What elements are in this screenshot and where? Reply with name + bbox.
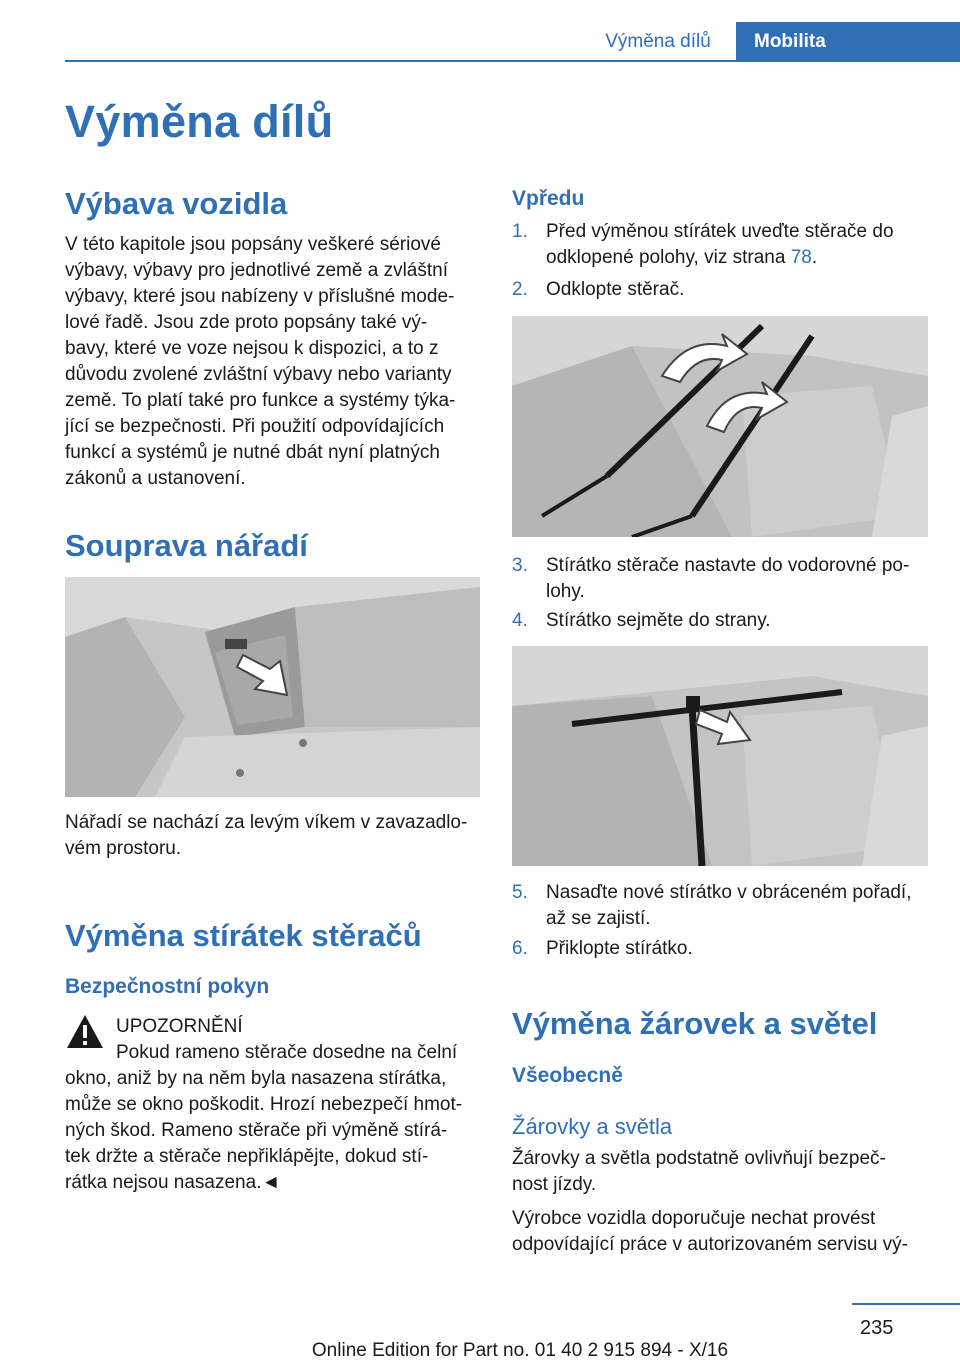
- step-number: 1.: [512, 221, 528, 242]
- warning-line: rátka nejsou nasazena.◄: [65, 1172, 281, 1193]
- step1-line2-post: .: [811, 247, 818, 268]
- equipment-line: důvodu zvolené zvláštní výbavy nebo varianty: [65, 364, 452, 385]
- equipment-line: bavy, které ve voze nejsou k dispozici, a to z: [65, 338, 439, 359]
- equipment-line: zákonů a ustanovení.: [65, 468, 246, 489]
- warning-line: může se okno poškodit. Hrozí nebezpečí hmot-: [65, 1094, 463, 1115]
- toolkit-paragraph: [65, 810, 485, 862]
- equipment-line: země. To platí také pro funkce a systémy týka-: [65, 390, 456, 411]
- toolkit-line: Nářadí se nachází za levým víkem v zavazadlo-: [65, 812, 468, 833]
- bulbs-heading: Výměna žárovek a světel: [512, 1006, 878, 1041]
- bulbs-line: odpovídající práce v autorizovaném servisu vý-: [512, 1234, 909, 1255]
- step-number: 3.: [512, 555, 528, 576]
- safety-heading: Bezpečnostní pokyn: [65, 975, 270, 998]
- step-2: [512, 277, 932, 303]
- bulbs-paragraph-2: [512, 1206, 942, 1258]
- toolkit-heading: Souprava nářadí: [65, 528, 308, 563]
- toolkit-line: vém prostoru.: [65, 838, 182, 859]
- step-6: [512, 936, 932, 962]
- step-text: Stírátko sejměte do strany.: [546, 610, 771, 631]
- step-text: [546, 553, 932, 605]
- step-number: 5.: [512, 882, 528, 903]
- equipment-line: funkcí a systémů je nutné dbát nyní platných: [65, 442, 440, 463]
- bulbs-line: Žárovky a světla podstatně ovlivňují bezpeč-: [512, 1148, 886, 1169]
- equipment-line: V této kapitole jsou popsány veškeré sériové: [65, 234, 441, 255]
- step1-line2-pre: odklopené polohy, viz strana: [546, 247, 791, 268]
- step3-line1: Stírátko stěrače nastavte do vodorovné po-: [546, 555, 910, 576]
- equipment-line: lové řadě. Jsou zde proto popsány také vý-: [65, 312, 428, 333]
- header-rule: [65, 60, 960, 62]
- wipers-heading: Výměna stírátek stěračů: [65, 918, 422, 953]
- page-title: Výměna dílů: [65, 96, 334, 147]
- warning-title: UPOZORNĚNÍ: [116, 1016, 243, 1037]
- step-text: [546, 219, 932, 271]
- header-section-tab: Výměna dílů: [605, 31, 711, 52]
- step-text: [546, 880, 932, 932]
- equipment-line: jící se bezpečnosti. Při použití odpovídajících: [65, 416, 445, 437]
- warning-line: ných škod. Rameno stěrače při výměně stírá-: [65, 1120, 448, 1141]
- step3-line2: lohy.: [546, 581, 585, 602]
- warning-line: okno, aniž by na něm byla nasazena stírátka,: [65, 1068, 447, 1089]
- step1-line1: Před výměnou stírátek uveďte stěrače do: [546, 221, 894, 242]
- edition-footer: Online Edition for Part no. 01 40 2 915 894 - X/16: [311, 1340, 729, 1361]
- bulbs-line: nost jízdy.: [512, 1174, 597, 1195]
- equipment-line: výbavy, které jsou nabízeny v příslušné mode-: [65, 286, 455, 307]
- step-number: 6.: [512, 938, 528, 959]
- bulbs-subheading: Žárovky a světla: [512, 1114, 673, 1139]
- step5-line2: až se zajistí.: [546, 908, 651, 929]
- page-reference-link[interactable]: 78: [790, 247, 812, 268]
- step-text: Odklopte stěrač.: [546, 279, 685, 300]
- general-heading: Všeobecně: [512, 1064, 623, 1087]
- warning-triangle-icon: [65, 1012, 105, 1052]
- header-chapter-tab: Mobilita: [736, 22, 960, 62]
- equipment-heading: Výbava vozidla: [65, 186, 288, 221]
- front-heading: Vpředu: [512, 187, 585, 210]
- warning-text: [65, 1066, 485, 1196]
- warning-line: Pokud rameno stěrače dosedne na čelní: [116, 1042, 458, 1063]
- wiper-remove-blade-photo: [512, 646, 928, 866]
- step5-line1: Nasaďte nové stírátko v obráceném pořadí,: [546, 882, 912, 903]
- warning-line: tek držte a stěrače nepřiklápějte, dokud stí-: [65, 1146, 429, 1167]
- wiper-fold-out-photo: [512, 316, 928, 537]
- equipment-paragraph: [65, 232, 485, 492]
- step-number: 2.: [512, 279, 528, 300]
- step-1: [512, 219, 932, 271]
- step-3: [512, 553, 932, 605]
- step-5: [512, 880, 932, 932]
- footer-rule: [852, 1303, 960, 1305]
- bulbs-paragraph-1: [512, 1146, 942, 1198]
- step-4: [512, 608, 932, 634]
- equipment-line: výbavy, výbavy pro jednotlivé země a zvláštní: [65, 260, 448, 281]
- bulbs-line: Výrobce vozidla doporučuje nechat provést: [512, 1208, 876, 1229]
- step-text: Přiklopte stírátko.: [546, 938, 693, 959]
- step-number: 4.: [512, 610, 528, 631]
- page-number: 235: [860, 1317, 894, 1339]
- toolkit-trunk-photo: [65, 577, 480, 797]
